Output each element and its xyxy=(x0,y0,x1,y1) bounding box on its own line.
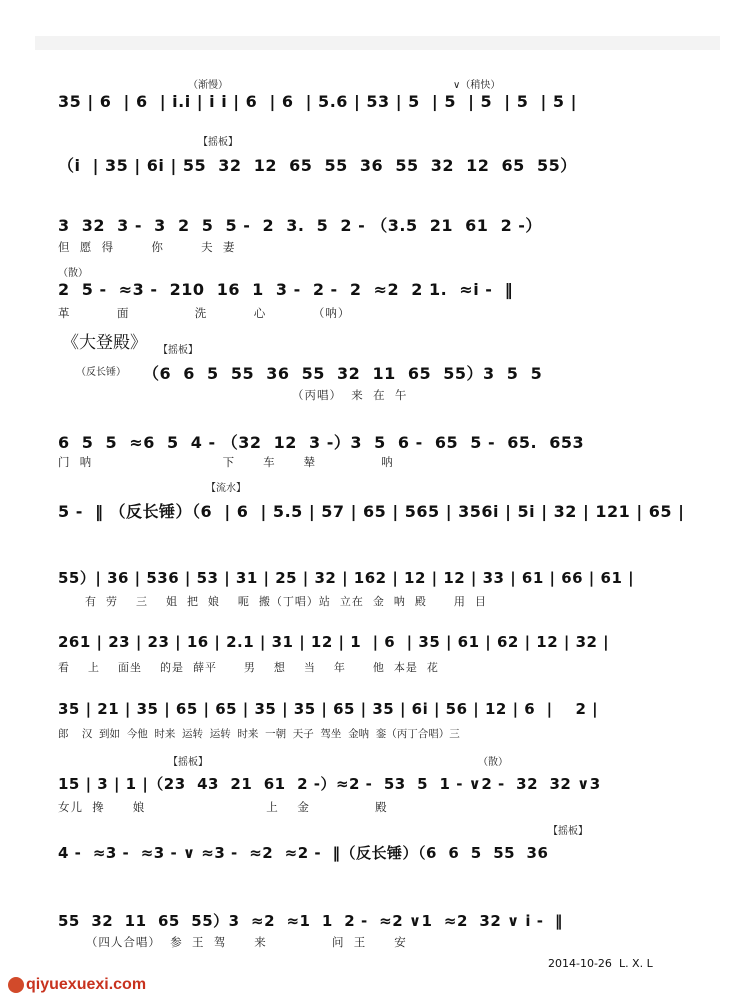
lyric-line: 门 呐 下 车 辇 呐 xyxy=(58,455,394,469)
notes-line: 261 | 23 | 23 | 16 | 2.1 | 31 | 12 | 1 | 6 | 35 | 61 | 62 | 12 | 32 | xyxy=(58,633,610,651)
section-mark: 【摇板】 xyxy=(158,345,198,356)
percussion-mark: （反长锤） xyxy=(76,367,126,378)
notes-line: 2 5 - ≈3 - 210 16 1 3 - 2 - 2 ≈2 2 1. ≈i - ‖ xyxy=(58,280,514,299)
notes-line: 55）| 36 | 536 | 53 | 31 | 25 | 32 | 162 | 12 | 12 | 33 | 61 | 66 | 61 | xyxy=(58,569,635,587)
lyric-line: 有 劳 三 姐 把 娘 呃 搬（丁唱）站 立在 金 呐 殿 用 目 xyxy=(58,595,487,608)
lyric-line: 看 上 面坐 的是 薛平 男 想 当 年 他 本是 花 xyxy=(58,661,439,674)
section-mark: 【摇板】 xyxy=(198,137,238,148)
watermark-text: qiyuexuexi.com xyxy=(26,976,147,993)
footer-initials: L. X. L xyxy=(618,957,653,970)
watermark xyxy=(8,976,146,994)
tempo-mark: （渐慢） xyxy=(188,80,228,91)
lyric-line: 女儿 搀 娘 上 金 殿 xyxy=(58,800,388,814)
piece-title: 《大登殿》 xyxy=(62,333,147,353)
notes-line: 35 | 21 | 35 | 65 | 65 | 35 | 35 | 65 | 35 | 6i | 56 | 12 | 6 | 2 | xyxy=(58,700,599,718)
section-mark: 【摇板】 xyxy=(548,826,588,837)
tempo-mark: （散） xyxy=(478,757,508,768)
tempo-mark: （散） xyxy=(58,268,88,279)
section-mark: 【流水】 xyxy=(206,483,246,494)
footer-date: 2014-10-26 xyxy=(548,957,612,970)
notes-line: 15 | 3 | 1 |（23 43 21 61 2 -）≈2 - 53 5 1 - ∨2 - 32 32 ∨3 xyxy=(58,775,601,793)
notes-line: 35 | 6 | 6 | i.i | i i | 6 | 6 | 5.6 | 53 | 5 | 5 | 5 | 5 | 5 | xyxy=(58,92,577,111)
lyric-line: 革 面 洗 心 （呐） xyxy=(58,306,351,320)
notes-line: 55 32 11 65 55）3 ≈2 ≈1 1 2 - ≈2 ∨1 ≈2 32 ∨ i - ‖ xyxy=(58,912,563,930)
notes-line: 3 32 3 - 3 2 5 5 - 2 3. 5 2 - （3.5 21 61 2 -） xyxy=(58,216,542,235)
lyric-line: 郎 汉 到如 今他 时来 运转 运转 时来 一朝 天子 驾坐 金呐 銮（丙丁合唱）三 xyxy=(58,728,460,740)
section-mark: 【摇板】 xyxy=(168,757,208,768)
lyric-line: 但 愿 得 你 夫 妻 xyxy=(58,240,236,254)
notes-line: 5 - ‖ （反长锤）（6 | 6 | 5.5 | 57 | 65 | 565 | 356i | 5i | 32 | 121 | 65 | xyxy=(58,502,685,521)
tempo-mark: ∨（稍快） xyxy=(453,80,501,91)
lyric-line: （丙唱） 来 在 午 xyxy=(143,388,408,402)
watermark-logo-icon xyxy=(8,977,24,993)
notes-line: （i | 35 | 6i | 55 32 12 65 55 36 55 32 12 65 55） xyxy=(58,156,577,175)
notes-line: 6 5 5 ≈6 5 4 - （32 12 3 -）3 5 6 - 65 5 - 65. 653 xyxy=(58,433,585,452)
lyric-line: （四人合唱） 参 王 驾 来 问 王 安 xyxy=(58,935,407,949)
footer-signature xyxy=(548,957,653,970)
notes-line: 4 - ≈3 - ≈3 - ∨ ≈3 - ≈2 ≈2 - ‖（反长锤）（6 6 5 55 36 xyxy=(58,844,549,862)
top-band xyxy=(35,36,720,50)
notes-line: （6 6 5 55 36 55 32 11 65 55）3 5 5 xyxy=(143,364,543,383)
